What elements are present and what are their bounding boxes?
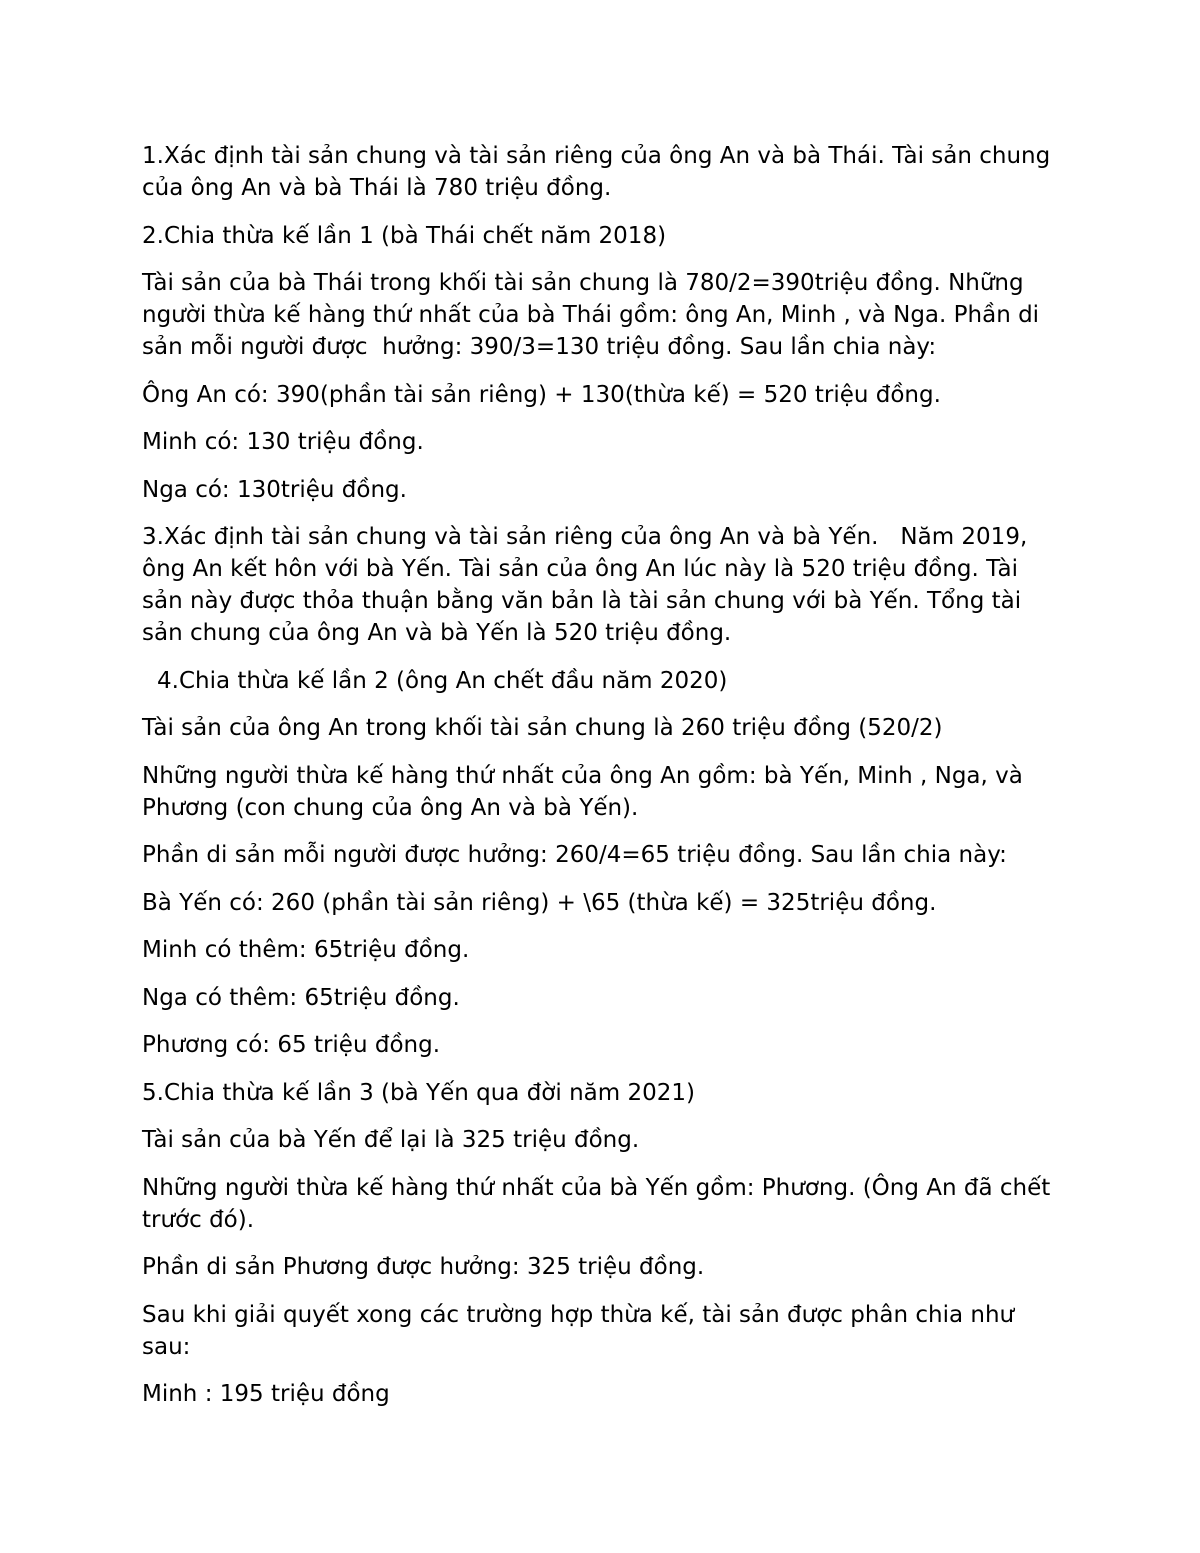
paragraph: Ông An có: 390(phần tài sản riêng) + 130(thừa kế) = 520 triệu đồng. bbox=[142, 381, 941, 408]
paragraph: Tài sản của ông An trong khối tài sản chung là 260 triệu đồng (520/2) bbox=[142, 715, 943, 741]
paragraph-section-1-heading: 1.Xác định tài sản chung và tài sản riêng của ông An và bà Thái. Tài sản chung của ông An và bà Thái là 780 triệu đồng. bbox=[142, 143, 1058, 201]
paragraph: Nga có thêm: 65triệu đồng. bbox=[142, 984, 460, 1011]
document-body bbox=[142, 140, 1062, 1426]
paragraph-section-2-heading: 2.Chia thừa kế lần 1 (bà Thái chết năm 2018) bbox=[142, 222, 667, 249]
paragraph-section-5-heading: 5.Chia thừa kế lần 3 (bà Yến qua đời năm 2021) bbox=[142, 1079, 695, 1106]
paragraph: Minh có: 130 triệu đồng. bbox=[142, 429, 424, 455]
paragraph: Phần di sản mỗi người được hưởng: 260/4=65 triệu đồng. Sau lần chia này: bbox=[142, 842, 1007, 868]
paragraph-section-4-heading: 4.Chia thừa kế lần 2 (ông An chết đầu năm 2020) bbox=[157, 667, 728, 694]
paragraph: Bà Yến có: 260 (phần tài sản riêng) + \65 (thừa kế) = 325triệu đồng. bbox=[142, 889, 937, 916]
paragraph: Minh : 195 triệu đồng bbox=[142, 1381, 390, 1407]
paragraph: Tài sản của bà Yến để lại là 325 triệu đồng. bbox=[142, 1127, 640, 1153]
paragraph-section-3-heading: 3.Xác định tài sản chung và tài sản riêng của ông An và bà Yến. Năm 2019, ông An kết hôn với bà Yến. Tài sản của ông An lúc này là 520 triệu đồng. Tài sản này được thỏa thuận bằng văn bản là tài sản chung với bà Yến. Tổng tài sản chung của ông An và bà Yến là 520 triệu đồng. bbox=[142, 524, 1035, 646]
paragraph: Phương có: 65 triệu đồng. bbox=[142, 1032, 441, 1058]
paragraph: Những người thừa kế hàng thứ nhất của bà Yến gồm: Phương. (Ông An đã chết trước đó). bbox=[142, 1174, 1058, 1233]
paragraph: Sau khi giải quyết xong các trường hợp thừa kế, tài sản được phân chia như sau: bbox=[142, 1301, 1022, 1360]
paragraph: Những người thừa kế hàng thứ nhất của ông An gồm: bà Yến, Minh , Nga, và Phương (con chung của ông An và bà Yến). bbox=[142, 762, 1031, 821]
paragraph: Nga có: 130triệu đồng. bbox=[142, 476, 407, 503]
paragraph: Minh có thêm: 65triệu đồng. bbox=[142, 937, 470, 963]
paragraph: Tài sản của bà Thái trong khối tài sản chung là 780/2=390triệu đồng. Những người thừa kế hàng thứ nhất của bà Thái gồm: ông An, Minh , và Nga. Phần di sản mỗi người được hưởng: 390/3=130 triệu đồng. Sau lần chia này: bbox=[142, 270, 1047, 360]
paragraph: Phần di sản Phương được hưởng: 325 triệu đồng. bbox=[142, 1254, 705, 1280]
